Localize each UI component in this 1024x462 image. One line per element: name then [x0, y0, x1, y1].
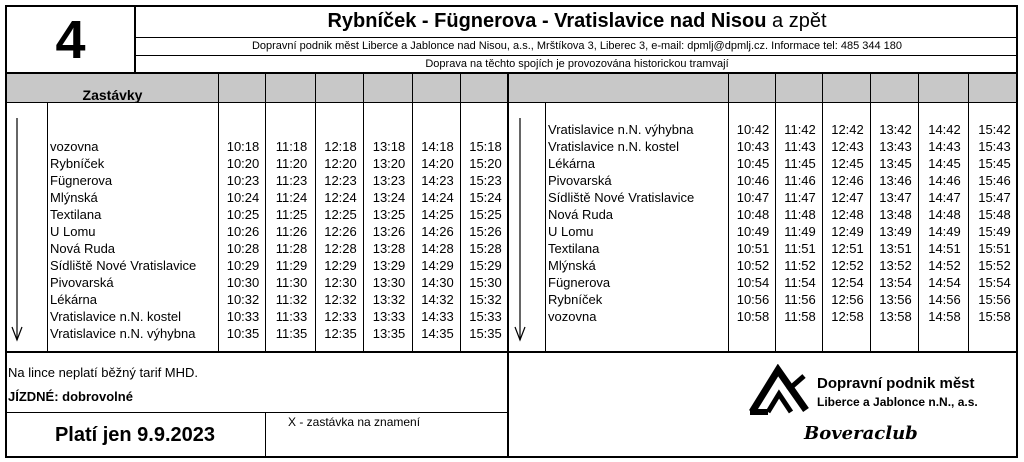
- departure-time: 15:28: [469, 241, 502, 256]
- stop-name: Rybníček: [50, 156, 105, 171]
- departure-time: 10:35: [226, 326, 260, 341]
- departure-time: 13:58: [879, 309, 912, 324]
- departure-time: 10:28: [226, 241, 260, 256]
- route-title: [136, 7, 1018, 36]
- outbound-timetable: [47, 138, 508, 342]
- departure-time: 12:35: [324, 326, 357, 341]
- outbound-row: [47, 257, 508, 274]
- footer-divider: [5, 412, 508, 413]
- request-stop-legend: X - zastávka na znamení: [288, 415, 421, 429]
- inbound-row: [545, 189, 1018, 206]
- departure-time: 12:54: [831, 275, 864, 290]
- departure-time: 12:18: [324, 139, 357, 154]
- departure-time: 14:49: [928, 224, 961, 239]
- departure-time: 14:54: [928, 275, 961, 290]
- departure-time: 15:47: [978, 190, 1011, 205]
- departure-time: 14:45: [928, 156, 961, 171]
- dpmlj-logo-icon: [748, 364, 810, 416]
- outbound-row: [47, 172, 508, 189]
- departure-time: 14:58: [928, 309, 961, 324]
- departure-time: 13:49: [879, 224, 912, 239]
- departure-time: 14:30: [421, 275, 454, 290]
- departure-time: 11:26: [275, 224, 308, 239]
- departure-time: 15:30: [469, 275, 502, 290]
- departure-time: 12:42: [831, 122, 864, 137]
- departure-time: 14:32: [421, 292, 454, 307]
- departure-time: 13:56: [879, 292, 912, 307]
- departure-time: 10:24: [226, 190, 260, 205]
- departure-time: 10:23: [226, 173, 260, 188]
- departure-time: 11:56: [784, 292, 816, 307]
- departure-time: 14:25: [421, 207, 454, 222]
- departure-time: 15:26: [469, 224, 502, 239]
- inbound-row: [545, 155, 1018, 172]
- departure-time: 10:30: [226, 275, 260, 290]
- down-arrow-icon: [5, 103, 47, 352]
- departure-time: 15:33: [469, 309, 502, 324]
- stop-name: Mlýnská: [548, 258, 596, 273]
- departure-time: 11:54: [784, 275, 816, 290]
- departure-time: 10:45: [736, 156, 770, 171]
- inbound-row: [545, 121, 1018, 138]
- historic-tram-notice: Doprava na těchto spojích je provozována historickou tramvají: [425, 58, 729, 70]
- departure-time: 11:32: [275, 292, 308, 307]
- departure-time: 15:20: [469, 156, 502, 171]
- stop-name: Vratislavice n.N. výhybna: [50, 326, 196, 341]
- stop-name: Lékárna: [548, 156, 595, 171]
- departure-time: 15:43: [978, 139, 1011, 154]
- departure-time: 10:29: [226, 258, 260, 273]
- tariff-note: Na lince neplatí běžný tarif MHD.: [8, 365, 199, 380]
- stop-name: vozovna: [50, 139, 99, 154]
- departure-time: 13:24: [372, 190, 406, 205]
- stop-name: Textilana: [50, 207, 102, 222]
- departure-time: 10:25: [226, 207, 260, 222]
- departure-time: 10:51: [736, 241, 770, 256]
- line-number-divider: [134, 5, 136, 73]
- departure-time: 12:49: [831, 224, 864, 239]
- departure-time: 15:25: [469, 207, 502, 222]
- departure-time: 10:18: [226, 139, 260, 154]
- departure-time: 13:25: [372, 207, 406, 222]
- departure-time: 12:28: [324, 241, 357, 256]
- departure-time: 12:46: [831, 173, 864, 188]
- footer-divider-vertical: [265, 412, 266, 458]
- departure-time: 15:18: [469, 139, 502, 154]
- departure-time: 10:26: [226, 224, 260, 239]
- stop-name: Nová Ruda: [548, 207, 614, 222]
- departure-time: 14:42: [928, 122, 961, 137]
- departure-time: 12:58: [831, 309, 864, 324]
- departure-time: 10:52: [736, 258, 770, 273]
- departure-time: 12:51: [831, 241, 864, 256]
- departure-time: 13:54: [879, 275, 912, 290]
- header-divider: [135, 37, 1018, 38]
- departure-time: 12:45: [831, 156, 864, 171]
- outbound-row: [47, 206, 508, 223]
- departure-time: 12:33: [324, 309, 357, 324]
- departure-time: 13:42: [879, 122, 912, 137]
- departure-time: 15:46: [978, 173, 1011, 188]
- departure-time: 10:32: [226, 292, 260, 307]
- stop-name: Textilana: [548, 241, 600, 256]
- departure-time: 15:42: [978, 122, 1011, 137]
- operator-info: Dopravní podnik měst Liberce a Jablonce nad Nisou, a.s., Mrštíkova 3, Liberec 3, e-mail: dpmlj@dpmlj.cz. Informace tel: 485 344 180: [251, 40, 903, 52]
- departure-time: 13:48: [879, 207, 912, 222]
- departure-time: 15:24: [469, 190, 502, 205]
- stop-name: Lékárna: [50, 292, 97, 307]
- departure-time: 15:45: [978, 156, 1011, 171]
- departure-time: 13:51: [879, 241, 912, 256]
- route-title-suffix: a zpět: [772, 10, 827, 32]
- header-divider: [5, 72, 1018, 74]
- club-signature: Boveraclub: [804, 423, 918, 444]
- departure-time: 11:51: [784, 241, 816, 256]
- inbound-row: [545, 257, 1018, 274]
- departure-time: 15:56: [978, 292, 1011, 307]
- departure-time: 14:35: [421, 326, 454, 341]
- departure-time: 15:48: [978, 207, 1011, 222]
- departure-time: 11:58: [784, 309, 816, 324]
- departure-time: 12:30: [324, 275, 357, 290]
- stop-name: Pivovarská: [50, 275, 114, 290]
- departure-time: 13:47: [879, 190, 912, 205]
- departure-time: 13:32: [372, 292, 406, 307]
- departure-time: 15:32: [469, 292, 502, 307]
- departure-time: 13:23: [372, 173, 406, 188]
- departure-time: 13:20: [372, 156, 406, 171]
- stop-name: U Lomu: [50, 224, 96, 239]
- stop-name: vozovna: [548, 309, 597, 324]
- departure-time: 14:52: [928, 258, 961, 273]
- departure-time: 10:47: [736, 190, 770, 205]
- departure-time: 10:43: [736, 139, 770, 154]
- inbound-row: [545, 240, 1018, 257]
- departure-time: 14:28: [421, 241, 454, 256]
- departure-time: 11:23: [275, 173, 308, 188]
- departure-time: 14:47: [928, 190, 961, 205]
- departure-time: 11:42: [784, 122, 816, 137]
- departure-time: 11:18: [275, 139, 308, 154]
- departure-time: 11:25: [275, 207, 308, 222]
- departure-time: 15:54: [978, 275, 1011, 290]
- departure-time: 15:49: [978, 224, 1011, 239]
- departure-time: 13:18: [372, 139, 406, 154]
- departure-time: 13:26: [372, 224, 406, 239]
- inbound-row: [545, 138, 1018, 155]
- departure-time: 14:29: [421, 258, 454, 273]
- departure-time: 15:35: [469, 326, 502, 341]
- stop-name: Vratislavice n.N. kostel: [50, 309, 182, 324]
- departure-time: 11:46: [784, 173, 816, 188]
- stop-name: Nová Ruda: [50, 241, 116, 256]
- departure-time: 11:35: [275, 326, 308, 341]
- departure-time: 12:25: [324, 207, 357, 222]
- line-number: 4: [55, 9, 86, 70]
- stop-name: U Lomu: [548, 224, 594, 239]
- stop-name: Pivovarská: [548, 173, 612, 188]
- departure-time: 12:52: [831, 258, 864, 273]
- outbound-row: [47, 189, 508, 206]
- inbound-row: [545, 291, 1018, 308]
- departure-time: 10:42: [736, 122, 770, 137]
- departure-time: 14:48: [928, 207, 961, 222]
- departure-time: 12:32: [324, 292, 357, 307]
- departure-time: 11:45: [784, 156, 816, 171]
- outbound-row: [47, 138, 508, 155]
- stop-name: Fügnerova: [548, 275, 611, 290]
- departure-time: 11:47: [784, 190, 816, 205]
- departure-time: 13:46: [879, 173, 912, 188]
- outbound-row: [47, 325, 508, 342]
- operator-logo-subtitle: Liberce a Jablonce n.N., a.s.: [817, 395, 978, 409]
- inbound-row: [545, 274, 1018, 291]
- departure-time: 13:35: [372, 326, 406, 341]
- departure-time: 12:56: [831, 292, 864, 307]
- inbound-row: [545, 206, 1018, 223]
- validity-note: Platí jen 9.9.2023: [54, 424, 216, 446]
- departure-time: 11:49: [784, 224, 816, 239]
- stop-name: Sídliště Nové Vratislavice: [50, 258, 197, 273]
- footer-divider-vertical: [507, 352, 509, 458]
- departure-time: 14:24: [421, 190, 454, 205]
- departure-time: 11:24: [275, 190, 308, 205]
- departure-time: 14:51: [928, 241, 961, 256]
- departure-time: 14:43: [928, 139, 961, 154]
- outbound-row: [47, 240, 508, 257]
- stops-column-label: Zastávky: [82, 87, 143, 103]
- departure-time: 10:20: [226, 156, 260, 171]
- stop-name: Rybníček: [548, 292, 603, 307]
- outbound-row: [47, 274, 508, 291]
- stop-name: Vratislavice n.N. výhybna: [548, 122, 694, 137]
- departure-time: 11:52: [784, 258, 816, 273]
- stop-name: Fügnerova: [50, 173, 113, 188]
- inbound-row: [545, 308, 1018, 325]
- inbound-timetable: [545, 121, 1018, 325]
- departure-time: 15:29: [469, 258, 502, 273]
- departure-time: 11:33: [275, 309, 308, 324]
- departure-time: 13:45: [879, 156, 912, 171]
- departure-time: 10:46: [736, 173, 770, 188]
- departure-time: 10:49: [736, 224, 770, 239]
- departure-time: 11:48: [784, 207, 816, 222]
- outbound-row: [47, 223, 508, 240]
- departure-time: 10:56: [736, 292, 770, 307]
- departure-time: 14:23: [421, 173, 454, 188]
- departure-time: 13:29: [372, 258, 406, 273]
- departure-time: 14:20: [421, 156, 454, 171]
- departure-time: 10:33: [226, 309, 260, 324]
- fare-note: JÍZDNÉ: dobrovolné: [8, 389, 133, 404]
- departure-time: 13:28: [372, 241, 406, 256]
- departure-time: 14:26: [421, 224, 454, 239]
- departure-time: 13:43: [879, 139, 912, 154]
- departure-time: 15:23: [469, 173, 502, 188]
- stop-name: Sídliště Nové Vratislavice: [548, 190, 695, 205]
- route-title-main: Rybníček - Fügnerova - Vratislavice nad Nisou: [327, 10, 767, 32]
- departure-time: 12:48: [831, 207, 864, 222]
- departure-time: 15:51: [978, 241, 1011, 256]
- departure-time: 15:52: [978, 258, 1011, 273]
- departure-time: 13:30: [372, 275, 406, 290]
- inbound-row: [545, 223, 1018, 240]
- departure-time: 12:26: [324, 224, 357, 239]
- departure-time: 12:47: [831, 190, 864, 205]
- departure-time: 12:23: [324, 173, 357, 188]
- stop-name: Mlýnská: [50, 190, 98, 205]
- departure-time: 10:54: [736, 275, 770, 290]
- departure-time: 11:20: [275, 156, 308, 171]
- departure-time: 11:28: [275, 241, 308, 256]
- outbound-row: [47, 155, 508, 172]
- down-arrow-icon: [508, 103, 545, 352]
- departure-time: 10:58: [736, 309, 770, 324]
- header-divider: [135, 55, 1018, 56]
- departure-time: 14:33: [421, 309, 454, 324]
- departure-time: 12:24: [324, 190, 357, 205]
- outbound-row: [47, 308, 508, 325]
- departure-time: 12:29: [324, 258, 357, 273]
- departure-time: 10:48: [736, 207, 770, 222]
- departure-time: 14:56: [928, 292, 961, 307]
- departure-time: 12:43: [831, 139, 864, 154]
- departure-time: 13:52: [879, 258, 912, 273]
- departure-time: 12:20: [324, 156, 357, 171]
- operator-logo-name: Dopravní podnik měst: [817, 375, 975, 392]
- outbound-row: [47, 291, 508, 308]
- departure-time: 13:33: [372, 309, 406, 324]
- departure-time: 11:43: [784, 139, 816, 154]
- departure-time: 11:29: [275, 258, 308, 273]
- departure-time: 15:58: [978, 309, 1011, 324]
- stop-name: Vratislavice n.N. kostel: [548, 139, 680, 154]
- inbound-row: [545, 172, 1018, 189]
- departure-time: 11:30: [275, 275, 308, 290]
- departure-time: 14:18: [421, 139, 454, 154]
- departure-time: 14:46: [928, 173, 961, 188]
